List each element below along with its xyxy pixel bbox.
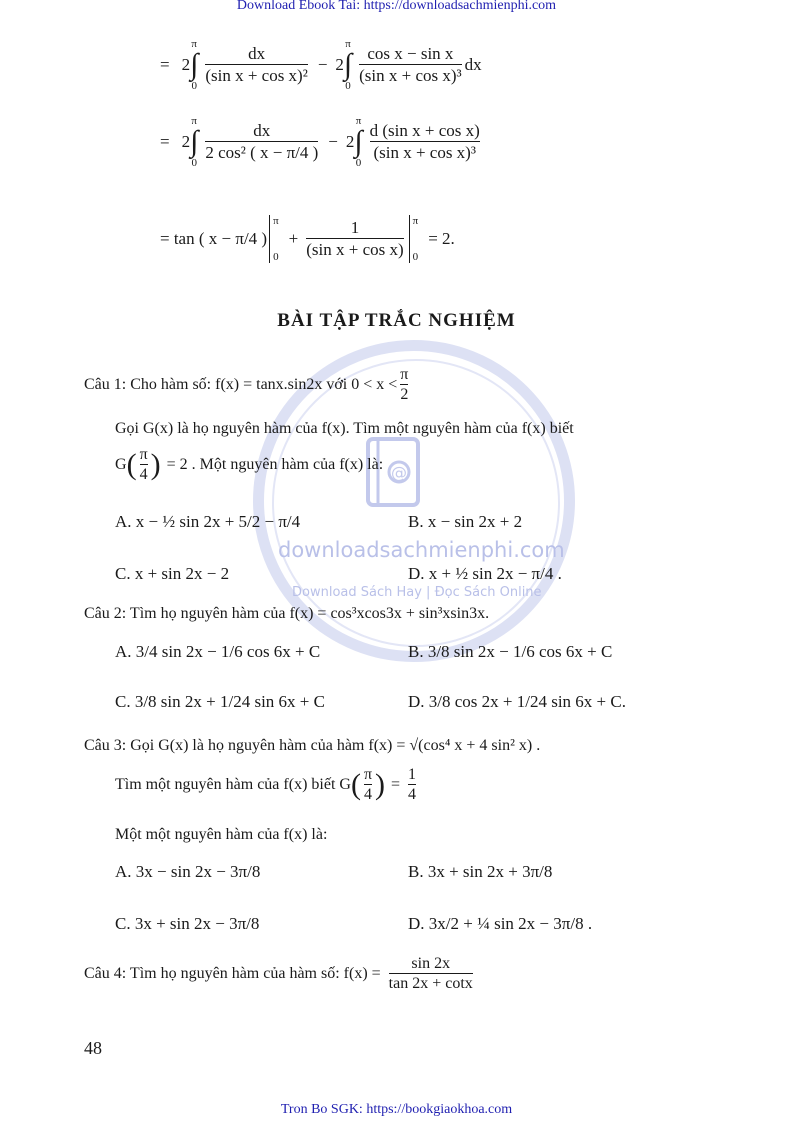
stem-text: Câu 1: Cho hàm số: f(x) = tanx.sin2x với 0 < x < xyxy=(84,376,398,394)
question-2-option-b[interactable]: B. 3/8 sin 2x − 1/6 cos 6x + C xyxy=(408,642,613,661)
integral-upper: π xyxy=(191,115,197,127)
equals-sign: = xyxy=(160,55,170,74)
denominator: 2 xyxy=(400,386,409,404)
math-line-3 xyxy=(160,215,455,263)
question-1-option-a[interactable]: A. x − ½ sin 2x + 5/2 − π/4 xyxy=(115,512,301,531)
math-line-1 xyxy=(160,38,482,92)
equals-sign: = xyxy=(160,132,170,151)
question-1-stem xyxy=(84,366,411,405)
coef-2: 2 xyxy=(345,132,355,151)
question-3-option-d[interactable]: D. 3x/2 + ¼ sin 2x − 3π/8 . xyxy=(408,914,593,933)
denominator: tan 2x + cotx xyxy=(388,975,473,993)
integral-upper: π xyxy=(345,38,351,50)
numerator: 1 xyxy=(408,766,417,783)
header-download-link[interactable]: Download Ebook Tai: https://downloadsachmienphi.com xyxy=(236,0,557,13)
section-title: BÀI TẬP TRẮC NGHIỆM xyxy=(277,310,516,331)
question-2-option-a[interactable]: A. 3/4 sin 2x − 1/6 cos 6x + C xyxy=(115,642,321,661)
minus-sign: − xyxy=(328,132,338,151)
eval-upper: π xyxy=(412,215,419,227)
question-1-condition: G ( $\frac{\pi}{4}$ ) = 2 . Một nguyên hàm của f(x) là: xyxy=(115,446,384,484)
denominator: (sin x + cos x)³ xyxy=(370,141,480,163)
integral-lower: 0 xyxy=(191,157,197,169)
numerator: 1 xyxy=(350,218,360,238)
condition-fraction xyxy=(364,766,372,805)
question-3-condition: Tìm một nguyên hàm của f(x) biết G ( $\frac{\pi}{4}$ ) = $\frac{1}{4}$ xyxy=(115,766,417,804)
question-1-option-d[interactable]: D. x + ½ sin 2x − π/4 . xyxy=(408,564,562,583)
eval-lower: 0 xyxy=(273,251,279,263)
dx-tail: dx xyxy=(464,55,482,74)
question-3-option-a[interactable]: A. 3x − sin 2x − 3π/8 xyxy=(115,862,261,881)
integral-1: π ∫ 0 xyxy=(190,115,199,169)
question-2-option-d[interactable]: D. 3/8 cos 2x + 1/24 sin 6x + C. xyxy=(408,692,626,711)
eval-lower: 0 xyxy=(412,251,419,263)
equals-sign: = xyxy=(391,776,401,794)
numerator: π xyxy=(363,766,373,783)
integral-upper: π xyxy=(191,38,197,50)
coef-2: 2 xyxy=(335,55,344,74)
fraction-3 xyxy=(306,218,403,259)
question-3-option-c[interactable]: C. 3x + sin 2x − 3π/8 xyxy=(115,914,260,933)
numerator: dx xyxy=(253,121,271,141)
denominator: (sin x + cos x)² xyxy=(205,66,308,85)
question-1-option-c[interactable]: C. x + sin 2x − 2 xyxy=(115,564,230,583)
integral-lower: 0 xyxy=(191,80,197,92)
numerator: dx xyxy=(248,44,266,64)
denominator: 4 xyxy=(408,786,417,804)
result: = 2. xyxy=(428,229,455,248)
integral-lower: 0 xyxy=(355,157,362,169)
question-4-stem xyxy=(84,955,476,994)
condition-text: Tìm một nguyên hàm của f(x) biết G xyxy=(115,776,351,794)
fraction-1 xyxy=(205,121,318,162)
g-symbol: G xyxy=(115,456,127,474)
minus-sign: − xyxy=(317,55,328,74)
fraction-2 xyxy=(370,121,480,162)
numerator: π xyxy=(139,446,148,463)
watermark-site: downloadsachmienphi.com xyxy=(278,538,565,562)
integral-2: π ∫ 0 xyxy=(354,115,363,169)
numerator: cos x − sin x xyxy=(367,44,454,64)
denominator: 4 xyxy=(139,466,148,484)
condition-fraction xyxy=(140,446,148,485)
question-3-option-b[interactable]: B. 3x + sin 2x + 3π/8 xyxy=(408,862,553,881)
eval-upper: π xyxy=(273,215,279,227)
watermark-tagline: Download Sách Hay | Đọc Sách Online xyxy=(292,585,542,600)
evaluation-bar-2 xyxy=(409,215,419,263)
integral-upper: π xyxy=(355,115,362,127)
denominator: (sin x + cos x)³ xyxy=(359,66,462,85)
function-fraction xyxy=(389,955,473,994)
fraction-1 xyxy=(205,44,308,85)
svg-text:@: @ xyxy=(391,463,407,482)
denominator: (sin x + cos x) xyxy=(306,240,404,259)
bound-fraction xyxy=(400,366,408,405)
coef-1: 2 xyxy=(181,132,191,151)
question-3-stem: Câu 3: Gọi G(x) là họ nguyên hàm của hàm f(x) = √(cos⁴ x + 4 sin² x) . xyxy=(84,737,541,754)
integral-1: π ∫ 0 xyxy=(190,38,199,92)
integral-lower: 0 xyxy=(345,80,351,92)
numerator: d (sin x + cos x) xyxy=(369,121,480,141)
coef-1: 2 xyxy=(181,55,191,74)
plus-sign: + xyxy=(288,229,299,248)
numerator: π xyxy=(400,366,409,383)
condition-text: = 2 . Một nguyên hàm của f(x) là: xyxy=(166,456,384,474)
question-1-option-b[interactable]: B. x − sin 2x + 2 xyxy=(408,512,523,531)
question-1-line-2: Gọi G(x) là họ nguyên hàm của f(x). Tìm một nguyên hàm của f(x) biết xyxy=(115,420,574,437)
page-number: 48 xyxy=(84,1038,102,1058)
numerator: sin 2x xyxy=(411,955,451,972)
fraction-2 xyxy=(359,44,462,85)
question-2-stem: Câu 2: Tìm họ nguyên hàm của f(x) = cos³xcos3x + sin³xsin3x. xyxy=(84,605,490,622)
denominator: 4 xyxy=(363,786,372,804)
question-2-option-c[interactable]: C. 3/8 sin 2x + 1/24 sin 6x + C xyxy=(115,692,325,711)
footer-link[interactable]: Tron Bo SGK: https://bookgiaokhoa.com xyxy=(280,1102,513,1117)
denominator: 2 cos² ( x − π/4 ) xyxy=(205,143,319,162)
question-3-line-3: Một một nguyên hàm của f(x) là: xyxy=(115,826,328,843)
evaluation-bar-1 xyxy=(269,215,279,263)
math-line-2 xyxy=(160,115,483,169)
stem-text: Câu 4: Tìm họ nguyên hàm của hàm số: f(x) = xyxy=(84,965,381,983)
integral-2: π ∫ 0 xyxy=(343,38,353,92)
tan-expression: = tan ( x − π/4 ) xyxy=(160,229,268,248)
value-fraction xyxy=(408,766,416,805)
